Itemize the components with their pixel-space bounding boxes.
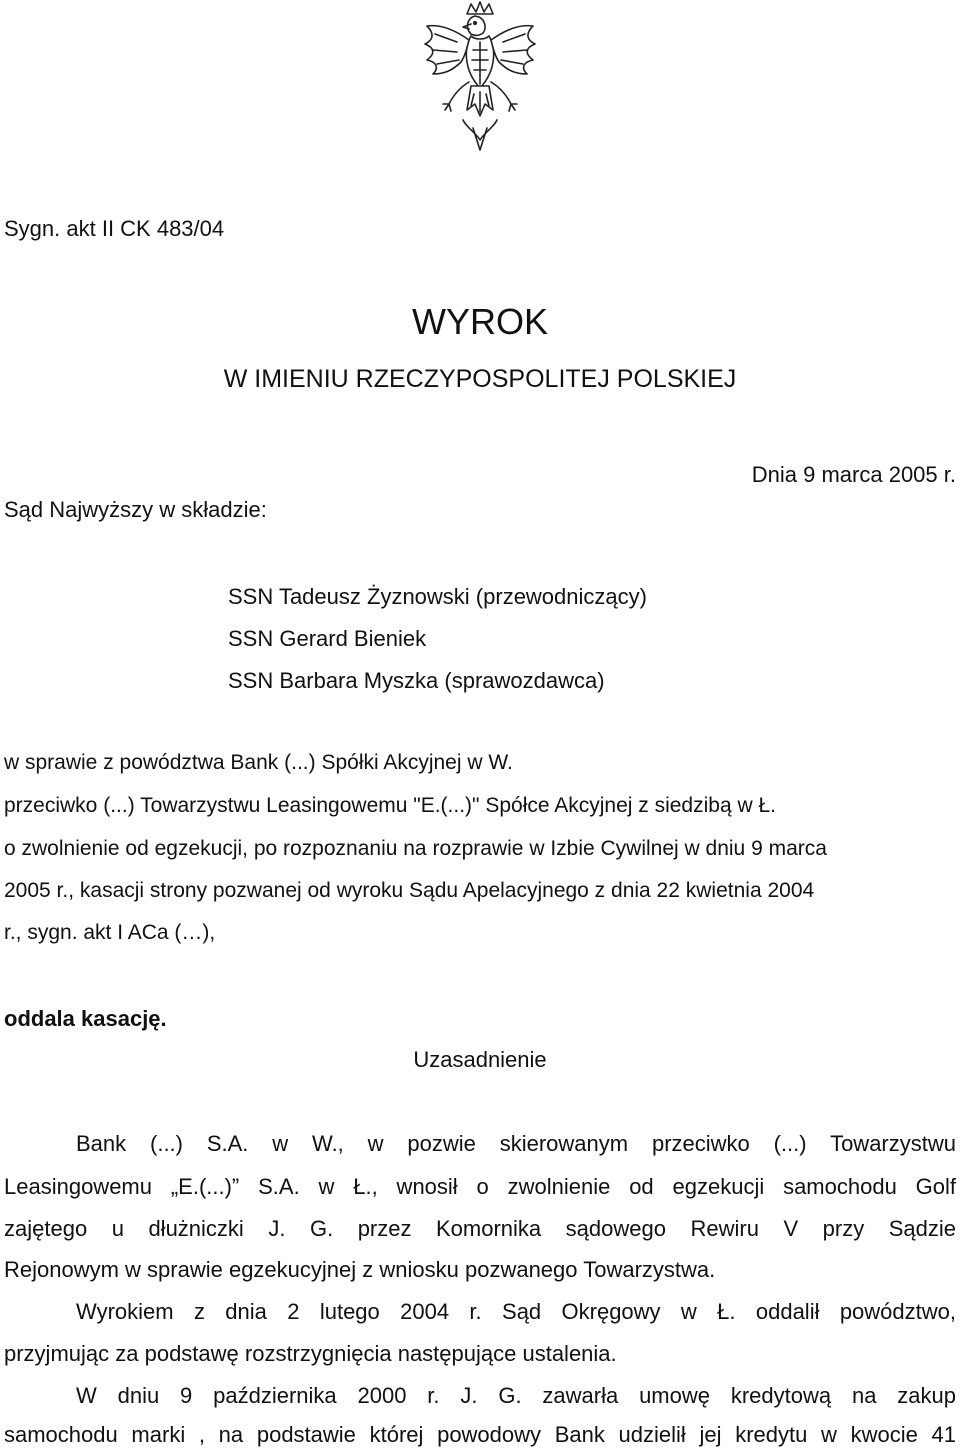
document-title: WYROK xyxy=(411,301,548,342)
judge-presiding: SSN Tadeusz Żyznowski (przewodniczący) xyxy=(228,584,647,609)
justification-line: Bank (...) S.A. w W., w pozwie skierowanym przeciwko (...) Towarzystwu xyxy=(76,1131,956,1156)
justification-line: przyjmując za podstawę rozstrzygnięcia następujące ustalenia. xyxy=(4,1341,617,1366)
justification-line: zajętego u dłużniczki J. G. przez Komornika sądowego Rewiru V przy Sądzie xyxy=(4,1216,956,1241)
court-composition-label: Sąd Najwyższy w składzie: xyxy=(4,497,267,522)
document-subtitle: W IMIENIU RZECZYPOSPOLITEJ POLSKIEJ xyxy=(223,365,737,393)
justification-line: Rejonowym w sprawie egzekucyjnej z wniosku pozwanego Towarzystwa. xyxy=(4,1257,716,1282)
verdict-text: oddala kasację. xyxy=(4,1006,167,1031)
case-line: o zwolnienie od egzekucji, po rozpoznaniu na rozprawie w Izbie Cywilnej w dniu 9 marca xyxy=(4,837,827,860)
case-line: w sprawie z powództwa Bank (...) Spółki Akcyjnej w W. xyxy=(4,751,513,774)
justification-line: W dniu 9 października 2000 r. J. G. zawarła umowę kredytową na zakup xyxy=(76,1383,956,1408)
case-line: r., sygn. akt I ACa (…), xyxy=(4,921,216,944)
judge-rapporteur: SSN Barbara Myszka (sprawozdawca) xyxy=(228,668,605,693)
eagle-emblem-icon xyxy=(405,0,555,160)
judge-member: SSN Gerard Bieniek xyxy=(228,626,427,651)
justification-line: samochodu marki , na podstawie której powodowy Bank udzielił jej kredytu w kwocie 41 xyxy=(4,1422,956,1447)
justification-heading: Uzasadnienie xyxy=(413,1047,547,1072)
justification-line: Leasingowemu „E.(...)” S.A. w Ł., wnosił o zwolnienie od egzekucji samochodu Golf xyxy=(4,1174,956,1199)
case-line: przeciwko (...) Towarzystwu Leasingowemu "E.(...)" Spółce Akcyjnej z siedzibą w Ł. xyxy=(4,794,776,817)
case-signature: Sygn. akt II CK 483/04 xyxy=(4,216,225,241)
case-line: 2005 r., kasacji strony pozwanej od wyroku Sądu Apelacyjnego z dnia 22 kwietnia 2004 xyxy=(4,879,815,902)
judgment-date: Dnia 9 marca 2005 r. xyxy=(751,462,956,487)
justification-line: Wyrokiem z dnia 2 lutego 2004 r. Sąd Okręgowy w Ł. oddalił powództwo, xyxy=(76,1299,956,1324)
